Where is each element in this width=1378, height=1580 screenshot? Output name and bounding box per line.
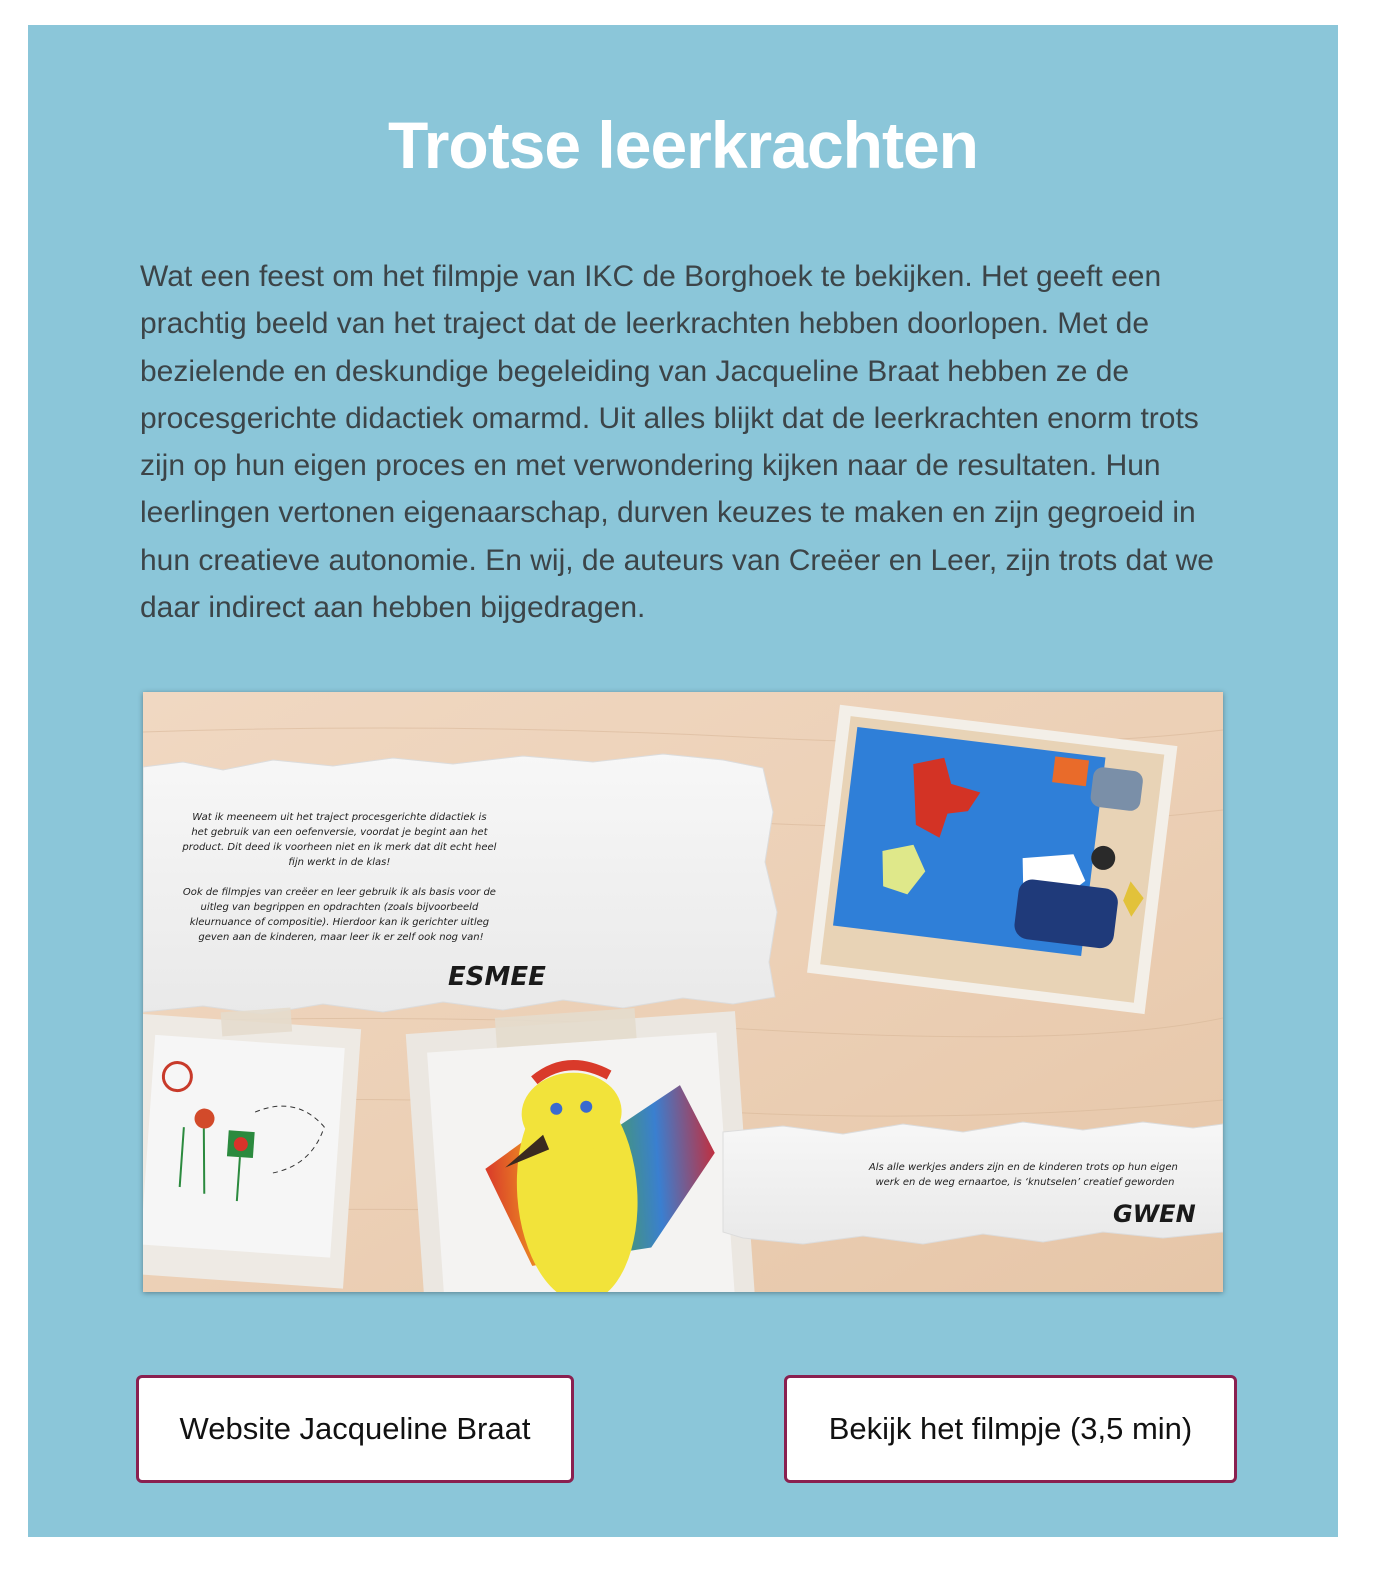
watch-video-button[interactable]: Bekijk het filmpje (3,5 min) <box>784 1375 1237 1483</box>
testimonial-image <box>143 692 1223 1292</box>
quote-paper-esmee <box>143 754 777 1014</box>
classroom-photo <box>807 705 1177 1014</box>
quote2-text: Als alle werkjes anders zijn en de kinderen trots op hun eigen werk en de weg ernaartoe, is ‘knutselen’ creatief geworden <box>868 1162 1178 1188</box>
section-body-text: Wat een feest om het filmpje van IKC de Borghoek te bekijken. Het geeft een prachtig beeld van het traject dat de leerkrachten hebben doorlopen. Met de bezielende en deskundige begeleiding van Jacqueline Braat hebben ze de procesgerichte didactiek omarmd. Uit alles blijkt dat de leerkrachten enorm trots zijn op hun eigen proces en met verwondering kijken naar de resultaten. Hun leerlingen vertonen eigenaarschap, durven keuzes te maken en zijn gegroeid in hun creatieve autonomie. En wij, de auteurs van Creëer en Leer, zijn trots dat we daar indirect aan hebben bijgedragen. <box>140 260 1214 625</box>
drawing-photo-bird <box>405 1001 756 1292</box>
content-panel <box>28 25 1338 1537</box>
quote1-text: Wat ik meeneem uit het traject procesgerichte didactiek is het gebruik van een oefenversie, voordat je begint aan het product. Dit deed ik voorheen niet en ik merk dat dit echt heel fijn werkt in de klas! Ook de filmpjes van creëer en leer gebruik ik als basis voor de uitleg van begrippen en opdrachten (zoals bijvoorbeeld kleurnuance of compositie). Hierdoor kan ik gerichter uitleg geven aan de kinderen, maar leer ik er zelf ook nog van! <box>182 812 497 943</box>
section-title: Trotse leerkrachten <box>388 108 978 182</box>
website-jacqueline-braat-button[interactable]: Website Jacqueline Braat <box>136 1375 574 1483</box>
quote1-author: ESMEE <box>448 962 546 992</box>
quote-paper-gwen <box>723 1122 1223 1244</box>
drawing-photo-flowers <box>143 997 362 1288</box>
quote2-author: GWEN <box>1113 1200 1196 1228</box>
